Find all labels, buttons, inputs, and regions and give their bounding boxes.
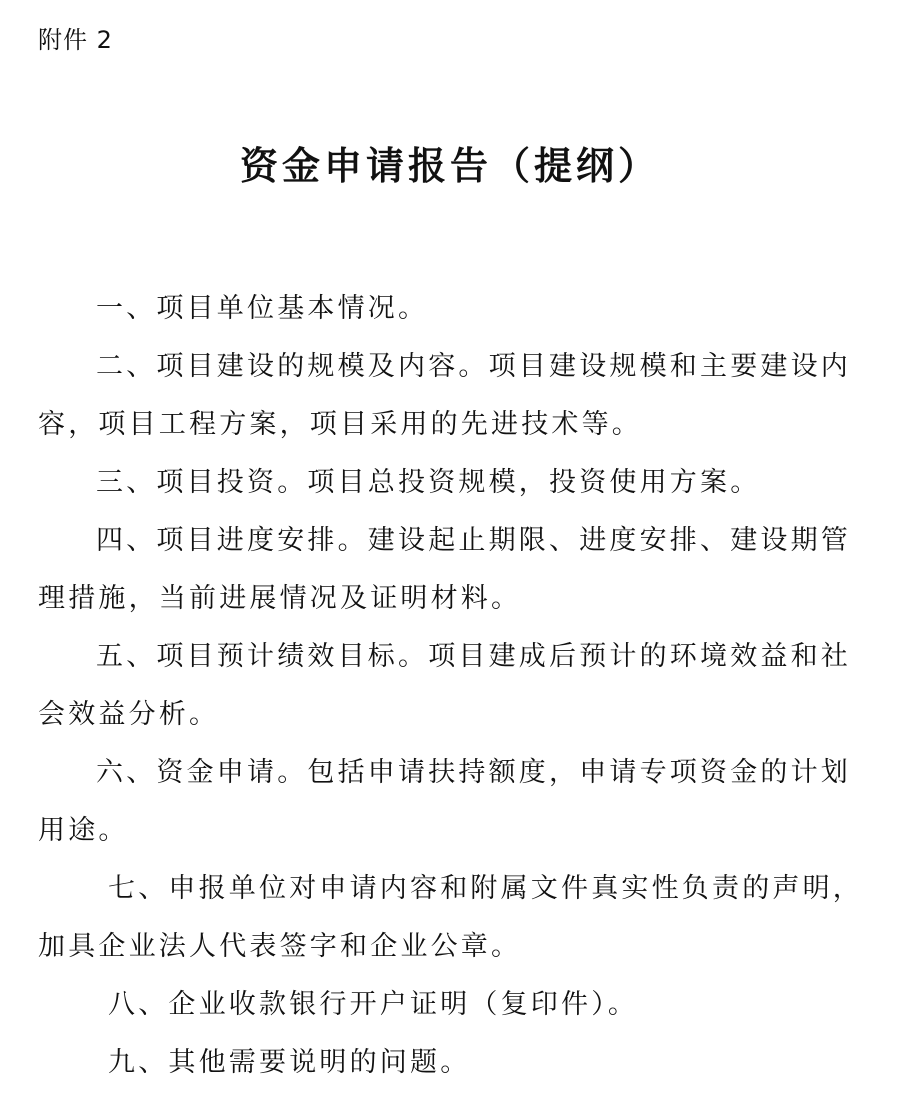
document-body xyxy=(38,280,878,1092)
outline-item-9: 九、其他需要说明的问题。 xyxy=(108,1047,471,1078)
outline-item-3: 三、项目投资。项目总投资规模，投资使用方案。 xyxy=(96,467,761,498)
document-title: 资金申请报告（提纲） xyxy=(239,143,660,188)
attachment-label: 附件 2 xyxy=(38,26,113,54)
outline-item-1: 一、项目单位基本情况。 xyxy=(96,293,429,324)
outline-item-4: 四、项目进度安排。建设起止期限、进度安排、建设期管理措施，当前进展情况及证明材料。 xyxy=(38,525,851,614)
outline-item-7: 七、申报单位对申请内容和附属文件真实性负责的声明，加具企业法人代表签字和企业公章。 xyxy=(38,873,863,962)
outline-item-8: 八、企业收款银行开户证明（复印件）。 xyxy=(108,989,639,1020)
outline-item-5: 五、项目预计绩效目标。项目建成后预计的环境效益和社会效益分析。 xyxy=(38,641,851,730)
outline-item-2: 二、项目建设的规模及内容。项目建设规模和主要建设内容，项目工程方案，项目采用的先进技术等。 xyxy=(38,351,851,440)
outline-item-6: 六、资金申请。包括申请扶持额度，申请专项资金的计划用途。 xyxy=(38,757,851,846)
